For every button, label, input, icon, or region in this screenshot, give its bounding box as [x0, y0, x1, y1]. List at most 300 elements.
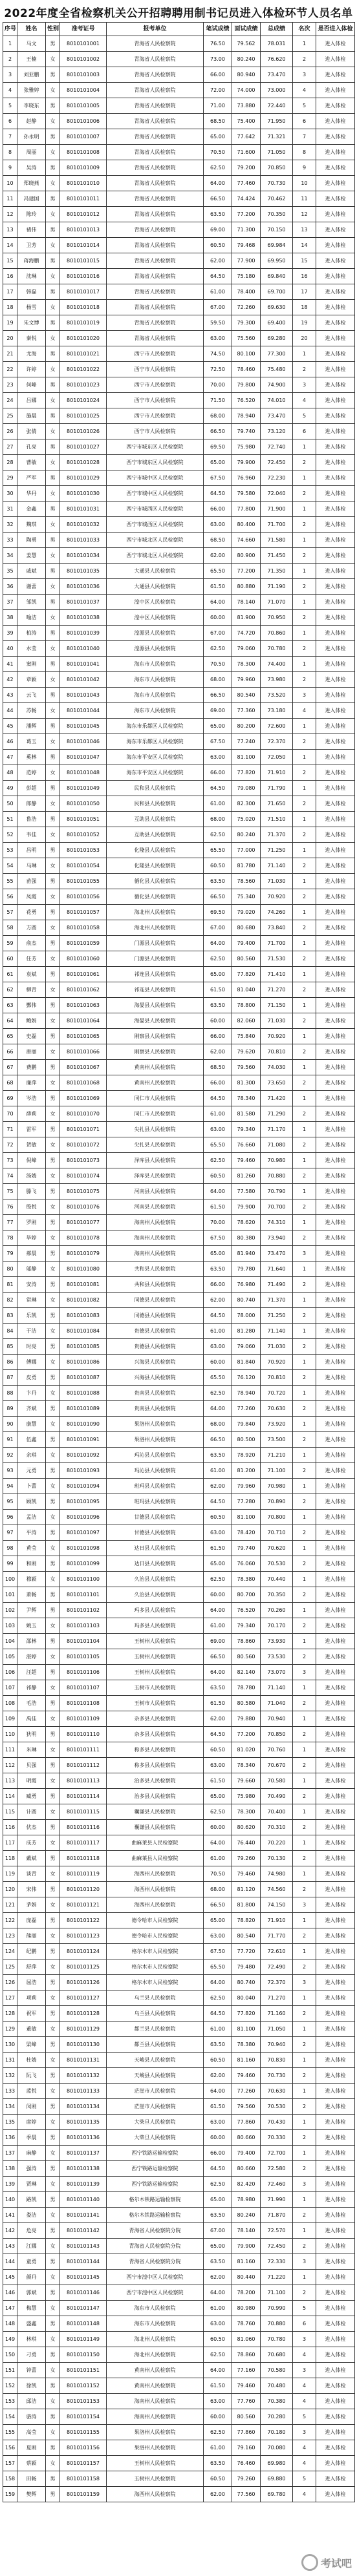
- cell-written-score: 60.00: [204, 1820, 232, 1835]
- cell-no: 115: [3, 1804, 17, 1820]
- table-row: [3, 2177, 355, 2192]
- cell-result: 进入体检: [316, 533, 355, 548]
- cell-interview-score: 79.660: [232, 1773, 261, 1789]
- cell-exam-id: 8010101013: [60, 222, 107, 238]
- cell-name: 贝强: [17, 1758, 46, 1773]
- cell-name: 韦佳: [17, 827, 46, 843]
- cell-sex: 男: [46, 750, 60, 765]
- cell-exam-id: 8010101139: [60, 2177, 107, 2192]
- cell-total-score: 71.070: [261, 595, 293, 610]
- cell-total-score: 73.470: [261, 408, 293, 424]
- cell-unit: 海南州人民检察院: [107, 2394, 204, 2409]
- table-row: [3, 1835, 355, 1851]
- cell-sex: 女: [46, 1618, 60, 1634]
- cell-unit: 海东市乐都区人民检察院: [107, 719, 204, 734]
- cell-unit: 杂多县人民检察院: [107, 1711, 204, 1727]
- cell-name: 曹敏: [17, 455, 46, 470]
- cell-no: 43: [3, 688, 17, 703]
- cell-result: 进入体检: [316, 2440, 355, 2456]
- cell-name: 柏涛: [17, 626, 46, 641]
- table-row: [3, 905, 355, 920]
- cell-rank: 2: [293, 455, 316, 470]
- cell-no: 14: [3, 238, 17, 253]
- cell-no: 1: [3, 36, 17, 52]
- cell-no: 23: [3, 377, 17, 393]
- cell-interview-score: 77.820: [232, 967, 261, 982]
- cell-rank: 8: [293, 145, 316, 160]
- table-row: [3, 750, 355, 765]
- cell-total-score: 69.780: [261, 2487, 293, 2502]
- cell-name: 范婷: [17, 765, 46, 781]
- cell-written-score: 68.00: [204, 1417, 232, 1432]
- cell-unit: 黄南州人民检察院: [107, 2378, 204, 2394]
- cell-unit: 刚察县人民检察院: [107, 1029, 204, 1044]
- cell-written-score: 64.50: [204, 269, 232, 284]
- cell-result: 进入体检: [316, 610, 355, 626]
- cell-interview-score: 76.120: [232, 1370, 261, 1386]
- cell-result: 进入体检: [316, 951, 355, 967]
- cell-result: 进入体检: [316, 936, 355, 951]
- table-row: [3, 2378, 355, 2394]
- cell-total-score: 70.130: [261, 1851, 293, 1866]
- cell-total-score: 70.830: [261, 2053, 293, 2068]
- cell-unit: 久治县人民检察院: [107, 1572, 204, 1587]
- table-row: [3, 1277, 355, 1293]
- cell-result: 进入体检: [316, 2425, 355, 2440]
- cell-unit: 兴海县人民检察院: [107, 1355, 204, 1370]
- cell-result: 进入体检: [316, 52, 355, 67]
- cell-total-score: 70.350: [261, 207, 293, 222]
- cell-name: 颜丹: [17, 2270, 46, 2285]
- cell-name: 时亮: [17, 1339, 46, 1355]
- cell-rank: 1: [293, 1603, 316, 1618]
- cell-interview-score: 77.460: [232, 176, 261, 191]
- cell-no: 153: [3, 2394, 17, 2409]
- cell-rank: 2: [293, 889, 316, 905]
- cell-name: 明霞: [17, 1773, 46, 1789]
- cell-written-score: 65.00: [204, 1789, 232, 1804]
- cell-rank: 1: [293, 1866, 316, 1882]
- cell-unit: 海东市人民检察院: [107, 657, 204, 672]
- cell-result: 进入体检: [316, 1851, 355, 1866]
- cell-sex: 男: [46, 1432, 60, 1448]
- cell-written-score: 60.00: [204, 2409, 232, 2425]
- cell-result: 进入体检: [316, 564, 355, 579]
- cell-total-score: 70.790: [261, 1184, 293, 1199]
- cell-written-score: 76.50: [204, 36, 232, 52]
- table-row: [3, 1448, 355, 1463]
- cell-interview-score: 81.160: [232, 2254, 261, 2270]
- cell-total-score: 73.650: [261, 1075, 293, 1091]
- cell-sex: 女: [46, 83, 60, 98]
- cell-name: 吴涛: [17, 160, 46, 176]
- cell-unit: 青海省人民检察院分院: [107, 2223, 204, 2239]
- cell-sex: 男: [46, 377, 60, 393]
- cell-result: 进入体检: [316, 315, 355, 331]
- cell-interview-score: 76.960: [232, 470, 261, 486]
- cell-rank: 2: [293, 1587, 316, 1603]
- cell-written-score: 67.00: [204, 920, 232, 936]
- cell-interview-score: 75.560: [232, 331, 261, 346]
- cell-exam-id: 8010101115: [60, 1804, 107, 1820]
- cell-unit: 海东市平安区人民检察院: [107, 765, 204, 781]
- table-row: [3, 2440, 355, 2456]
- cell-sex: 女: [46, 548, 60, 564]
- cell-sex: 女: [46, 145, 60, 160]
- cell-exam-id: 8010101106: [60, 1665, 107, 1680]
- cell-no: 2: [3, 52, 17, 67]
- cell-interview-score: 80.560: [232, 951, 261, 967]
- cell-unit: 门源县人民检察院: [107, 936, 204, 951]
- cell-exam-id: 8010101064: [60, 1013, 107, 1029]
- cell-exam-id: 8010101026: [60, 424, 107, 439]
- table-row: [3, 610, 355, 626]
- cell-sex: 女: [46, 1199, 60, 1215]
- cell-rank: 4: [293, 2347, 316, 2363]
- cell-total-score: 73.980: [261, 672, 293, 688]
- cell-exam-id: 8010101050: [60, 796, 107, 812]
- cell-no: 106: [3, 1665, 17, 1680]
- cell-no: 8: [3, 145, 17, 160]
- cell-total-score: 70.730: [261, 176, 293, 191]
- cell-rank: 3: [293, 2332, 316, 2347]
- table-row: [3, 1680, 355, 1696]
- table-row: [3, 2347, 355, 2363]
- cell-unit: 贵南县人民检察院: [107, 1401, 204, 1417]
- cell-written-score: 62.00: [204, 2487, 232, 2502]
- cell-no: 20: [3, 331, 17, 346]
- cell-written-score: 63.00: [204, 1525, 232, 1541]
- cell-total-score: 71.140: [261, 1680, 293, 1696]
- cell-written-score: 66.00: [204, 67, 232, 83]
- cell-rank: 2: [293, 1494, 316, 1510]
- cell-sex: 男: [46, 1944, 60, 1959]
- cell-result: 进入体检: [316, 1137, 355, 1153]
- cell-sex: 男: [46, 2347, 60, 2363]
- cell-rank: 14: [293, 238, 316, 253]
- cell-written-score: 65.50: [204, 564, 232, 579]
- cell-no: 55: [3, 874, 17, 889]
- watermark: [281, 2551, 352, 2573]
- cell-interview-score: 79.560: [232, 1060, 261, 1075]
- cell-exam-id: 8010101132: [60, 2068, 107, 2084]
- cell-rank: 1: [293, 750, 316, 765]
- cell-total-score: 70.940: [261, 2037, 293, 2053]
- cell-name: 和刚: [17, 1556, 46, 1572]
- cell-result: 进入体检: [316, 300, 355, 315]
- cell-unit: 循化县人民检察院: [107, 874, 204, 889]
- cell-interview-score: 80.040: [232, 1990, 261, 2006]
- cell-written-score: 62.50: [204, 951, 232, 967]
- cell-interview-score: 75.980: [232, 439, 261, 455]
- table-row: [3, 1789, 355, 1804]
- cell-no: 105: [3, 1649, 17, 1665]
- cell-unit: 同仁市人民检察院: [107, 1091, 204, 1106]
- cell-result: 进入体检: [316, 1820, 355, 1835]
- cell-total-score: 73.120: [261, 424, 293, 439]
- table-row: [3, 222, 355, 238]
- cell-sex: 女: [46, 1013, 60, 1029]
- cell-unit: 乌兰县人民检察院: [107, 2006, 204, 2022]
- table-row: [3, 781, 355, 796]
- cell-result: 进入体检: [316, 1975, 355, 1990]
- cell-name: 吕娜: [17, 393, 46, 408]
- cell-unit: 玛多县人民检察院: [107, 1618, 204, 1634]
- cell-written-score: 63.00: [204, 750, 232, 765]
- cell-unit: 青海省人民检察院: [107, 114, 204, 129]
- cell-interview-score: 81.840: [232, 1355, 261, 1370]
- cell-rank: 3: [293, 1897, 316, 1913]
- cell-total-score: 71.700: [261, 517, 293, 533]
- table-row: [3, 2037, 355, 2053]
- cell-name: 齐斌: [17, 1401, 46, 1417]
- cell-rank: 1: [293, 1742, 316, 1758]
- cell-sex: 女: [46, 1742, 60, 1758]
- cell-result: 进入体检: [316, 1727, 355, 1742]
- cell-sex: 女: [46, 1075, 60, 1091]
- cell-sex: 女: [46, 331, 60, 346]
- cell-interview-score: 80.880: [232, 579, 261, 595]
- cell-interview-score: 80.380: [232, 1230, 261, 1246]
- cell-sex: 男: [46, 595, 60, 610]
- cell-exam-id: 8010101125: [60, 1959, 107, 1975]
- cell-rank: 2: [293, 1820, 316, 1835]
- cell-exam-id: 8010101087: [60, 1370, 107, 1386]
- cell-interview-score: 81.160: [232, 2053, 261, 2068]
- cell-written-score: 62.50: [204, 641, 232, 657]
- cell-rank: 3: [293, 1975, 316, 1990]
- cell-interview-score: 77.720: [232, 1944, 261, 1959]
- table-row: [3, 2409, 355, 2425]
- table-row: [3, 191, 355, 207]
- cell-total-score: 71.040: [261, 1696, 293, 1711]
- cell-unit: 西宁市人民检察院: [107, 408, 204, 424]
- cell-rank: 2: [293, 1882, 316, 1897]
- table-row: [3, 1013, 355, 1029]
- cell-sex: 男: [46, 1851, 60, 1866]
- cell-rank: 1: [293, 1990, 316, 2006]
- cell-unit: 海南州人民检察院: [107, 1246, 204, 1262]
- cell-unit: 青海省人民检察院: [107, 191, 204, 207]
- cell-name: 樊辉: [17, 2487, 46, 2502]
- cell-written-score: 66.50: [204, 1432, 232, 1448]
- cell-no: 80: [3, 1262, 17, 1277]
- cell-unit: 大通县人民检察院: [107, 579, 204, 595]
- table-row: [3, 1696, 355, 1711]
- cell-exam-id: 8010101055: [60, 874, 107, 889]
- cell-result: 进入体检: [316, 1835, 355, 1851]
- cell-total-score: 71.250: [261, 843, 293, 858]
- cell-unit: 大柴旦人民检察院: [107, 2130, 204, 2146]
- cell-unit: 青海省人民检察院: [107, 98, 204, 114]
- cell-unit: 海东市人民检察院: [107, 2301, 204, 2316]
- cell-name: 高莹: [17, 2425, 46, 2440]
- cell-sex: 女: [46, 1680, 60, 1696]
- cell-total-score: 73.470: [261, 1246, 293, 1262]
- cell-interview-score: 78.140: [232, 2223, 261, 2239]
- header-interview-score: 面试成绩: [232, 23, 261, 36]
- cell-sex: 女: [46, 1541, 60, 1556]
- cell-unit: 海西州人民检察院: [107, 2487, 204, 2502]
- cell-result: 进入体检: [316, 920, 355, 936]
- table-row: [3, 331, 355, 346]
- cell-interview-score: 78.200: [232, 2285, 261, 2301]
- cell-result: 进入体检: [316, 393, 355, 408]
- cell-unit: 曲麻莱县人民检察院: [107, 1835, 204, 1851]
- cell-interview-score: 73.880: [232, 98, 261, 114]
- cell-name: 郝晨: [17, 1246, 46, 1262]
- cell-interview-score: 78.940: [232, 408, 261, 424]
- cell-exam-id: 8010101054: [60, 858, 107, 874]
- cell-rank: 2: [293, 672, 316, 688]
- table-row: [3, 1897, 355, 1913]
- cell-total-score: 78.031: [261, 36, 293, 52]
- cell-written-score: 66.50: [204, 688, 232, 703]
- cell-interview-score: 79.800: [232, 377, 261, 393]
- cell-no: 155: [3, 2425, 17, 2440]
- cell-interview-score: 77.160: [232, 2363, 261, 2378]
- table-row: [3, 1727, 355, 1742]
- cell-exam-id: 8010101016: [60, 269, 107, 284]
- cell-exam-id: 8010101058: [60, 920, 107, 936]
- cell-no: 36: [3, 579, 17, 595]
- cell-written-score: 62.00: [204, 548, 232, 564]
- cell-interview-score: 79.560: [232, 2099, 261, 2115]
- cell-rank: 2: [293, 579, 316, 595]
- cell-no: 81: [3, 1277, 17, 1293]
- cell-unit: 青海省人民检察院: [107, 67, 204, 83]
- cell-sex: 男: [46, 843, 60, 858]
- cell-total-score: 70.860: [261, 626, 293, 641]
- cell-exam-id: 8010101104: [60, 1634, 107, 1649]
- cell-no: 22: [3, 362, 17, 377]
- cell-interview-score: 80.660: [232, 2130, 261, 2146]
- cell-total-score: 71.100: [261, 2285, 293, 2301]
- cell-name: 章颖: [17, 672, 46, 688]
- cell-exam-id: 8010101100: [60, 1572, 107, 1587]
- cell-sex: 男: [46, 2378, 60, 2394]
- cell-result: 进入体检: [316, 486, 355, 501]
- cell-written-score: 68.50: [204, 114, 232, 129]
- table-row: [3, 2425, 355, 2440]
- cell-sex: 男: [46, 688, 60, 703]
- cell-exam-id: 8010101056: [60, 889, 107, 905]
- table-row: [3, 889, 355, 905]
- cell-name: 云飞: [17, 688, 46, 703]
- cell-rank: 15: [293, 253, 316, 269]
- cell-written-score: 61.00: [204, 1618, 232, 1634]
- cell-interview-score: 79.020: [232, 905, 261, 920]
- cell-total-score: 70.630: [261, 2084, 293, 2099]
- cell-exam-id: 8010101130: [60, 2037, 107, 2053]
- cell-written-score: 61.00: [204, 1106, 232, 1122]
- cell-sex: 男: [46, 253, 60, 269]
- cell-no: 51: [3, 812, 17, 827]
- table-row: [3, 874, 355, 889]
- cell-written-score: 63.00: [204, 517, 232, 533]
- cell-rank: 1: [293, 1835, 316, 1851]
- cell-result: 进入体检: [316, 1479, 355, 1494]
- cell-unit: 西宁市城中区人民检察院: [107, 470, 204, 486]
- cell-total-score: 73.920: [261, 1417, 293, 1432]
- cell-rank: 2: [293, 2037, 316, 2053]
- cell-interview-score: 74.720: [232, 626, 261, 641]
- cell-result: 进入体检: [316, 1215, 355, 1230]
- cell-no: 88: [3, 1386, 17, 1401]
- cell-no: 62: [3, 982, 17, 998]
- cell-rank: 1: [293, 1711, 316, 1727]
- cell-written-score: 70.50: [204, 145, 232, 160]
- cell-unit: 民和县人民检察院: [107, 781, 204, 796]
- cell-sex: 女: [46, 455, 60, 470]
- cell-total-score: 72.050: [261, 750, 293, 765]
- cell-result: 进入体检: [316, 1448, 355, 1463]
- cell-unit: 玉树州人民检察院: [107, 1665, 204, 1680]
- cell-rank: 4: [293, 2456, 316, 2471]
- cell-interview-score: 82.420: [232, 2177, 261, 2192]
- cell-total-score: 71.140: [261, 1324, 293, 1339]
- cell-exam-id: 8010101156: [60, 2440, 107, 2456]
- cell-total-score: 70.710: [261, 1525, 293, 1541]
- table-row: [3, 1324, 355, 1339]
- cell-written-score: 67.50: [204, 1230, 232, 1246]
- table-row: [3, 2084, 355, 2099]
- cell-exam-id: 8010101107: [60, 1680, 107, 1696]
- cell-written-score: 62.00: [204, 1044, 232, 1060]
- cell-written-score: 62.50: [204, 1153, 232, 1168]
- cell-name: 庞磊: [17, 1913, 46, 1928]
- cell-sex: 女: [46, 2301, 60, 2316]
- cell-result: 进入体检: [316, 114, 355, 129]
- cell-name: 蒋海鹏: [17, 253, 46, 269]
- cell-unit: 尖扎县人民检察院: [107, 1122, 204, 1137]
- cell-interview-score: 77.200: [232, 207, 261, 222]
- cell-total-score: 70.430: [261, 2115, 293, 2130]
- cell-result: 进入体检: [316, 1370, 355, 1386]
- table-row: [3, 1463, 355, 1479]
- cell-name: 湛婷: [17, 1649, 46, 1665]
- cell-unit: 湟源县人民检察院: [107, 626, 204, 641]
- cell-written-score: 73.00: [204, 52, 232, 67]
- cell-rank: 1: [293, 2084, 316, 2099]
- cell-name: 徐凯: [17, 2378, 46, 2394]
- cell-interview-score: 78.340: [232, 1091, 261, 1106]
- cell-exam-id: 8010101040: [60, 641, 107, 657]
- table-row: [3, 1804, 355, 1820]
- cell-sex: 男: [46, 1556, 60, 1572]
- cell-result: 进入体检: [316, 1541, 355, 1556]
- cell-unit: 泽库县人民检察院: [107, 1153, 204, 1168]
- cell-exam-id: 8010101099: [60, 1556, 107, 1572]
- cell-unit: 青海省人民检察院: [107, 52, 204, 67]
- cell-result: 进入体检: [316, 626, 355, 641]
- cell-rank: 2: [293, 1199, 316, 1215]
- cell-sex: 男: [46, 1370, 60, 1386]
- cell-exam-id: 8010101006: [60, 114, 107, 129]
- table-row: [3, 455, 355, 470]
- cell-total-score: 72.450: [261, 455, 293, 470]
- cell-exam-id: 8010101086: [60, 1355, 107, 1370]
- table-row: [3, 1510, 355, 1525]
- cell-no: 40: [3, 641, 17, 657]
- cell-unit: 果洛州人民检察院: [107, 2425, 204, 2440]
- cell-no: 147: [3, 2301, 17, 2316]
- table-row: [3, 486, 355, 501]
- cell-sex: 女: [46, 2084, 60, 2099]
- cell-name: 邵林: [17, 1634, 46, 1649]
- cell-interview-score: 79.200: [232, 160, 261, 176]
- cell-result: 进入体检: [316, 1246, 355, 1262]
